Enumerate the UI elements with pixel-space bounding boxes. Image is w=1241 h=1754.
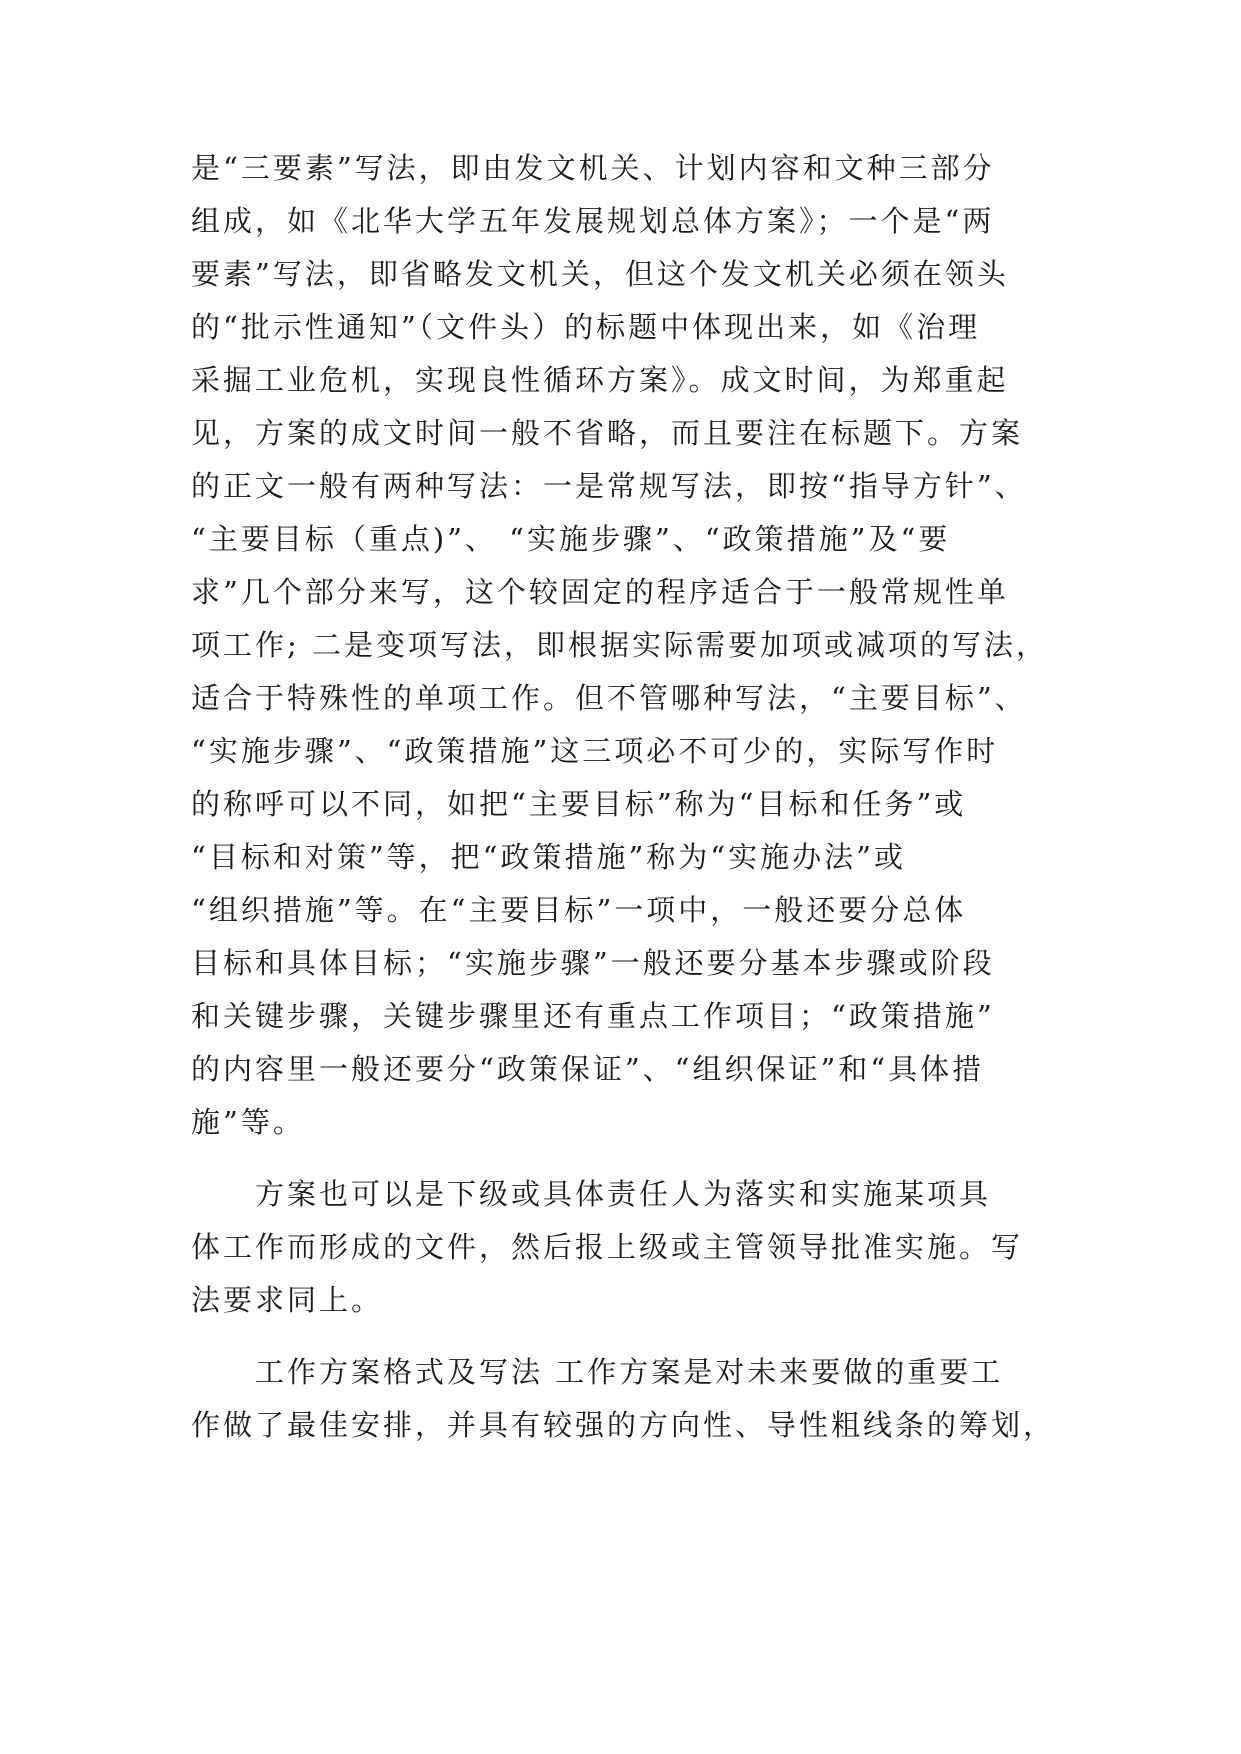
text-line: “目标和对策”等，把“政策措施”称为“实施办法”或 xyxy=(191,840,906,874)
text-line: “实施步骤”、“政策措施”这三项必不可少的，实际写作时 xyxy=(191,734,999,768)
text-line: 组成，如《北华大学五年发展规划总体方案》；一个是“两 xyxy=(191,204,995,238)
paragraph-first-line: 方案也可以是下级或具体责任人为落实和实施某项具 xyxy=(255,1177,992,1211)
text-line: 是“三要素”写法，即由发文机关、计划内容和文种三部分 xyxy=(191,151,995,185)
text-line: 采掘工业危机，实现良性循环方案》。成文时间，为郑重起 xyxy=(191,363,1009,397)
text-line: 项工作; 二是变项写法，即根据实际需要加项或减项的写法， xyxy=(191,628,1048,662)
text-line: 法要求同上。 xyxy=(191,1283,384,1317)
text-line: 作做了最佳安排，并具有较强的方向性、导性粗线条的筹划， xyxy=(191,1408,1056,1442)
text-line: 目标和具体目标；“实施步骤”一般还要分基本步骤或阶段 xyxy=(191,946,995,980)
paragraph-first-line: 工作方案格式及写法 工作方案是对未来要做的重要工 xyxy=(255,1355,1004,1389)
text-line: 体工作而形成的文件，然后报上级或主管领导批准实施。写 xyxy=(191,1230,1024,1264)
text-line: “组织措施”等。在“主要目标”一项中，一般还要分总体 xyxy=(191,893,967,927)
text-line: 适合于特殊性的单项工作。但不管哪种写法，“主要目标”、 xyxy=(191,681,1027,715)
text-line: 的内容里一般还要分“政策保证”、“组织保证”和“具体措 xyxy=(191,1052,985,1086)
text-line: 的正文一般有两种写法：一是常规写法，即按“指导方针”、 xyxy=(191,469,1027,503)
text-line: 求”几个部分来写，这个较固定的程序适合于一般常规性单 xyxy=(191,575,1009,609)
text-line: 的称呼可以不同，如把“主要目标”称为“目标和任务”或 xyxy=(191,787,967,821)
text-line: 施”等。 xyxy=(191,1105,305,1139)
text-line: 和关键步骤，关键步骤里还有重点工作项目；“政策措施” xyxy=(191,999,995,1033)
text-line: 要素”写法，即省略发文机关，但这个发文机关必须在领头 xyxy=(191,257,1009,291)
text-line: 的“批示性通知”（文件头）的标题中体现出来，如《治理 xyxy=(191,310,981,344)
text-line: “主要目标（重点)”、 “实施步骤”、“政策措施”及“要 xyxy=(191,522,951,556)
text-line: 见，方案的成文时间一般不省略，而且要注在标题下。方案 xyxy=(191,416,1024,450)
